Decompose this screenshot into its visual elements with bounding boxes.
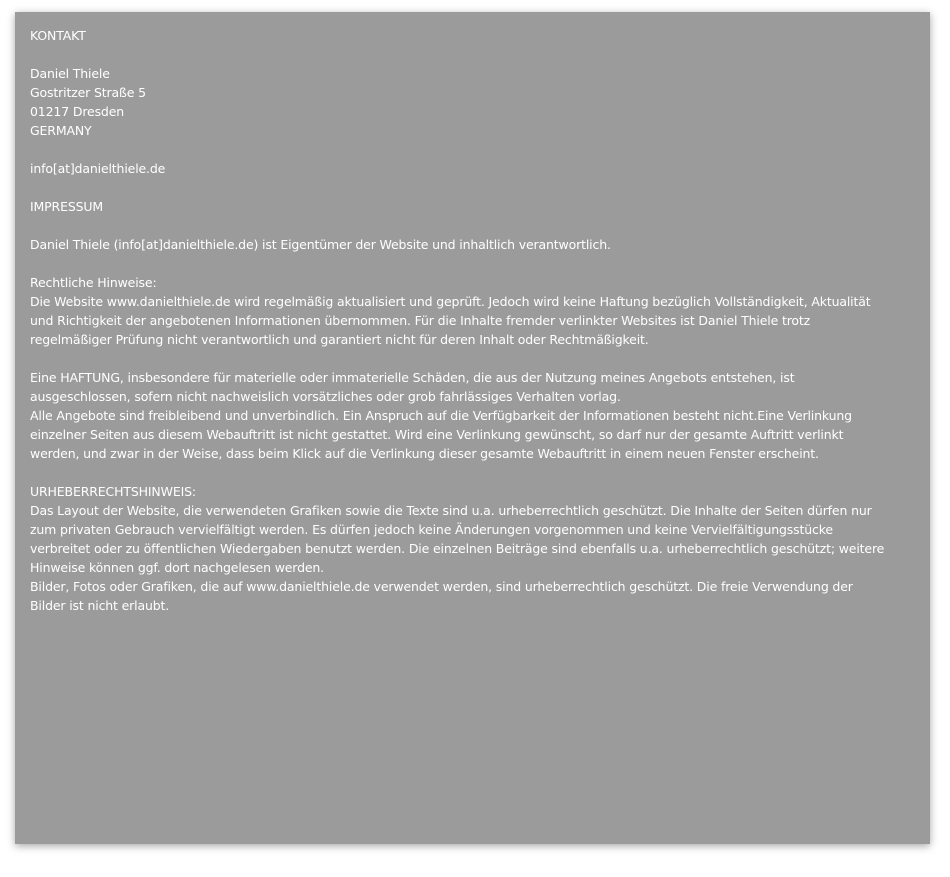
contact-name: Daniel Thiele	[30, 66, 110, 81]
impressum-section	[30, 197, 916, 615]
copyright-heading: URHEBERRECHTSHINWEIS:	[30, 484, 196, 499]
legal-line: regelmäßiger Prüfung nicht verantwortlich und garantiert nicht für deren Inhalt oder Rechtmäßigkeit.	[30, 332, 649, 347]
spacer	[30, 216, 916, 235]
copyright-line: Hinweise können ggf. dort nachgelesen werden.	[30, 560, 325, 575]
spacer	[30, 140, 916, 159]
contact-section	[30, 26, 916, 197]
liability-line: ausgeschlossen, sofern nicht nachweislich vorsätzliches oder grob fahrlässiges Verhalten vorlag.	[30, 389, 621, 404]
legal-line: Die Website www.danielthiele.de wird regelmäßig aktualisiert und geprüft. Jedoch wird keine Haftung bezüglich Vollständigkeit, Aktualität	[30, 294, 871, 309]
liability-line: einzelner Seiten aus diesem Webauftritt ist nicht gestattet. Wird eine Verlinkung gewünscht, so darf nur der gesamte Auftritt verlinkt	[30, 427, 844, 442]
copyright-line: zum privaten Gebrauch vervielfältigt werden. Es dürfen jedoch keine Änderungen vorgenommen und keine Vervielfältigungsstücke	[30, 522, 833, 537]
contact-country: GERMANY	[30, 123, 92, 138]
contact-email: info[at]danielthiele.de	[30, 161, 166, 176]
spacer	[30, 178, 916, 197]
spacer	[30, 463, 916, 482]
imprint-panel	[15, 12, 930, 844]
contact-street: Gostritzer Straße 5	[30, 85, 146, 100]
liability-line: Eine HAFTUNG, insbesondere für materielle oder immaterielle Schäden, die aus der Nutzung meines Angebots entstehen, ist	[30, 370, 795, 385]
spacer	[30, 45, 916, 64]
copyright-line: Bilder ist nicht erlaubt.	[30, 598, 170, 613]
liability-line: werden, und zwar in der Weise, dass beim Klick auf die Verlinkung dieser gesamte Webauftritt in einem neuen Fenster erscheint.	[30, 446, 819, 461]
legal-line: und Richtigkeit der angebotenen Informationen übernommen. Für die Inhalte fremder verlinkter Websites ist Daniel Thiele trotz	[30, 313, 811, 328]
copyright-line: Das Layout der Website, die verwendeten Grafiken sowie die Texte sind u.a. urheberrechtlich geschützt. Die Inhalte der Seiten dürfen nur	[30, 503, 872, 518]
impressum-owner: Daniel Thiele (info[at]danielthiele.de) ist Eigentümer der Website und inhaltlich verantwortlich.	[30, 237, 611, 252]
liability-line: Alle Angebote sind freibleibend und unverbindlich. Ein Anspruch auf die Verfügbarkeit der Informationen besteht nicht.Eine Verlinkung	[30, 408, 852, 423]
spacer	[30, 254, 916, 273]
copyright-line: verbreitet oder zu öffentlichen Wiedergaben benutzt werden. Die einzelnen Beiträge sind ebenfalls u.a. urheberrechtlich geschützt; weitere	[30, 541, 885, 556]
impressum-heading: IMPRESSUM	[30, 199, 104, 214]
contact-heading: KONTAKT	[30, 28, 86, 43]
contact-city: 01217 Dresden	[30, 104, 125, 119]
legal-heading: Rechtliche Hinweise:	[30, 275, 157, 290]
copyright-line: Bilder, Fotos oder Grafiken, die auf www.danielthiele.de verwendet werden, sind urheberrechtlich geschützt. Die freie Verwendung der	[30, 579, 853, 594]
spacer	[30, 349, 916, 368]
